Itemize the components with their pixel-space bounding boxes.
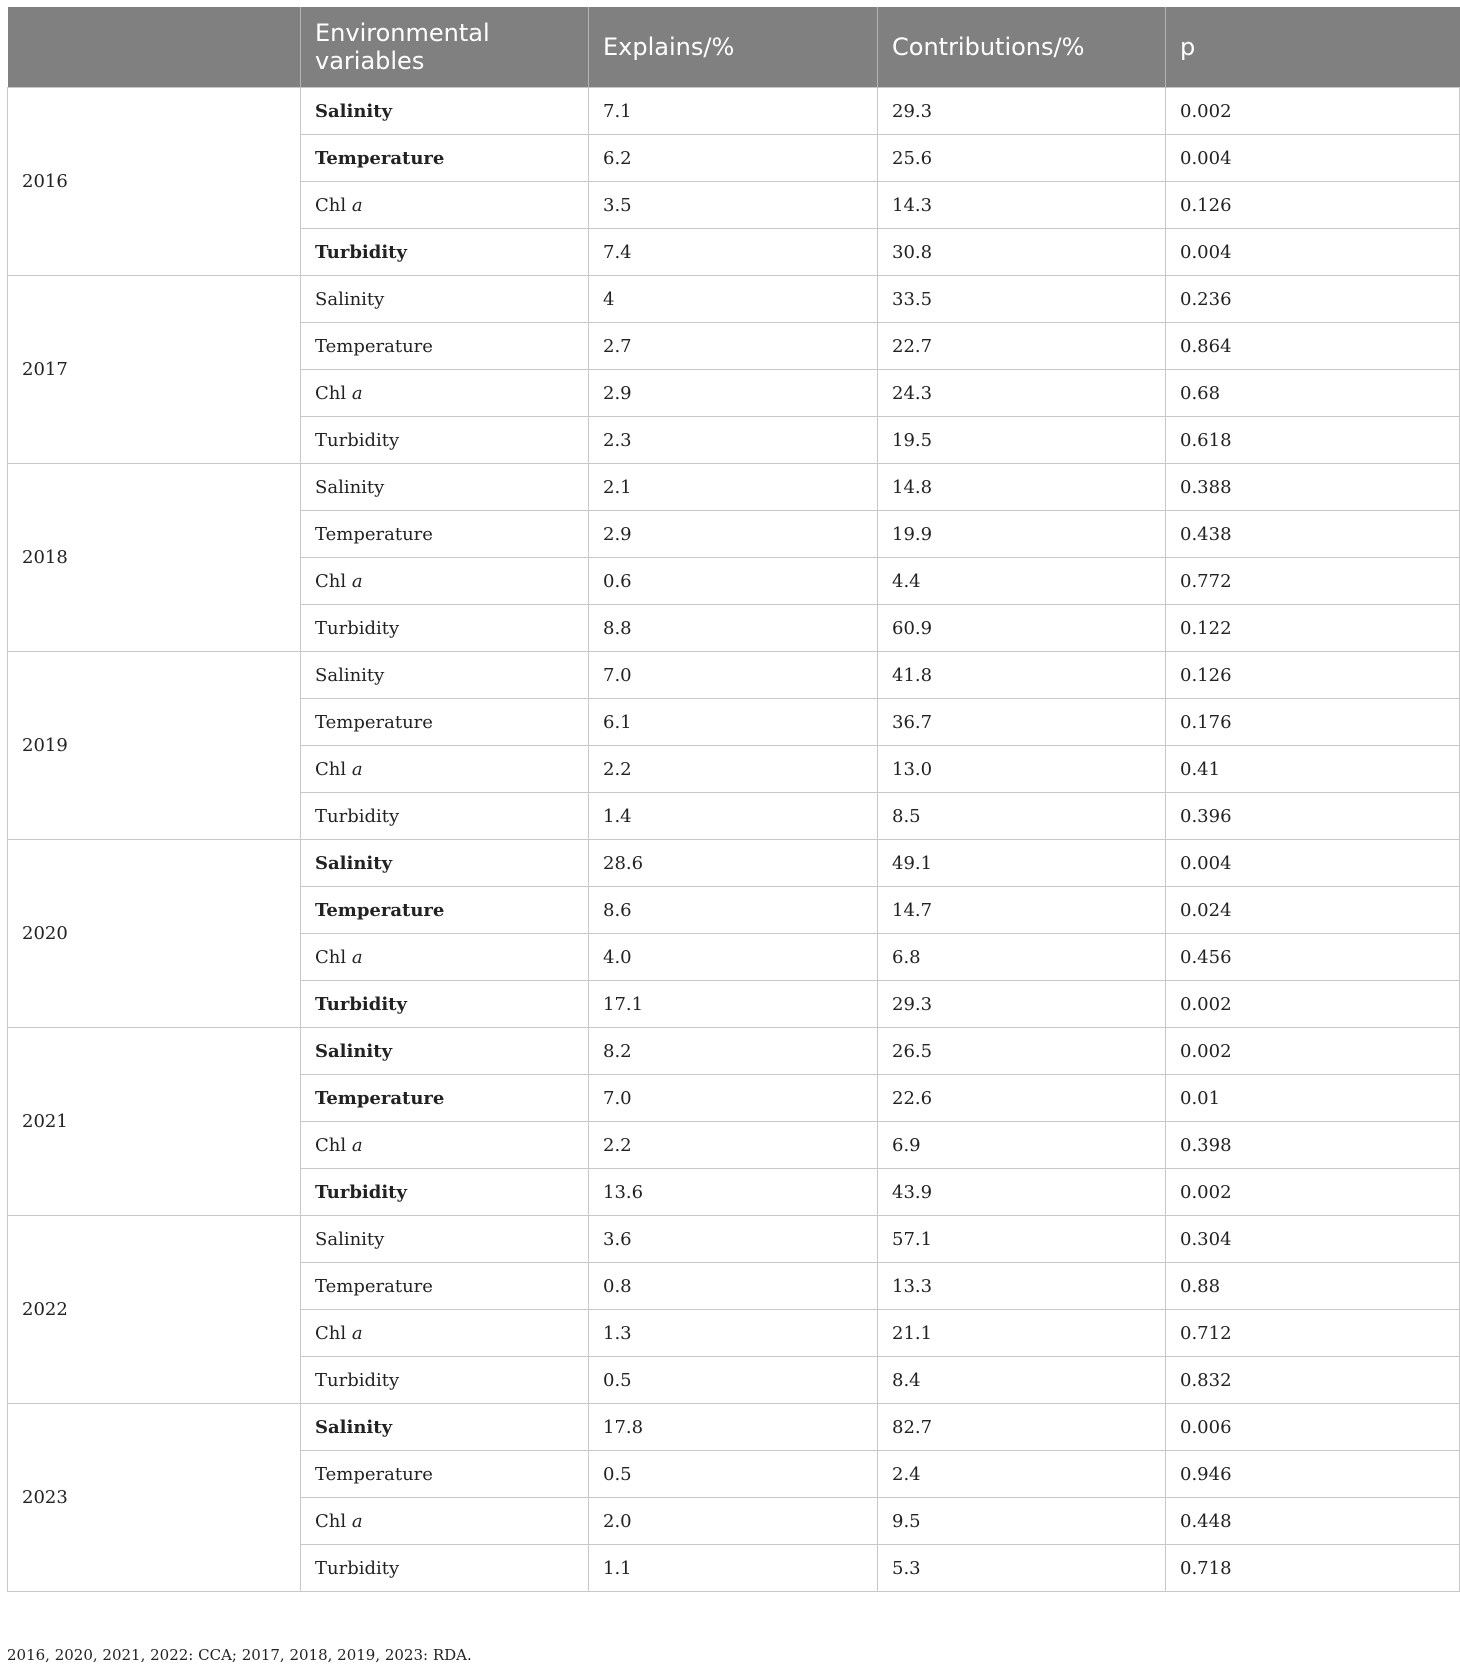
p-value-cell: 0.618 bbox=[1166, 417, 1460, 464]
year-cell: 2023 bbox=[8, 1404, 301, 1592]
explains-cell: 6.1 bbox=[589, 699, 878, 746]
p-value-cell: 0.01 bbox=[1166, 1075, 1460, 1122]
contributions-cell: 25.6 bbox=[878, 135, 1166, 182]
header-contributions: Contributions/% bbox=[878, 7, 1166, 88]
contributions-cell: 13.3 bbox=[878, 1263, 1166, 1310]
environmental-variables-table bbox=[7, 7, 1460, 1592]
variable-cell bbox=[301, 746, 589, 793]
variable-cell bbox=[301, 1075, 589, 1122]
explains-cell: 4 bbox=[589, 276, 878, 323]
header-explains: Explains/% bbox=[589, 7, 878, 88]
p-value-cell: 0.88 bbox=[1166, 1263, 1460, 1310]
variable-italic-suffix: a bbox=[351, 758, 363, 780]
explains-cell: 0.5 bbox=[589, 1451, 878, 1498]
year-cell: 2021 bbox=[8, 1028, 301, 1216]
variable-cell bbox=[301, 511, 589, 558]
explains-cell: 1.4 bbox=[589, 793, 878, 840]
variable-cell bbox=[301, 605, 589, 652]
table-container bbox=[7, 7, 1459, 1592]
p-value-cell: 0.002 bbox=[1166, 1169, 1460, 1216]
variable-name: Salinity bbox=[315, 288, 385, 310]
p-value-cell: 0.456 bbox=[1166, 934, 1460, 981]
contributions-cell: 60.9 bbox=[878, 605, 1166, 652]
year-cell: 2018 bbox=[8, 464, 301, 652]
p-value-cell: 0.448 bbox=[1166, 1498, 1460, 1545]
variable-cell bbox=[301, 934, 589, 981]
variable-name: Temperature bbox=[315, 523, 433, 545]
explains-cell: 8.6 bbox=[589, 887, 878, 934]
p-value-cell: 0.946 bbox=[1166, 1451, 1460, 1498]
explains-cell: 17.1 bbox=[589, 981, 878, 1028]
explains-cell: 2.3 bbox=[589, 417, 878, 464]
explains-cell: 2.0 bbox=[589, 1498, 878, 1545]
variable-name: Turbidity bbox=[315, 1369, 400, 1391]
contributions-cell: 29.3 bbox=[878, 981, 1166, 1028]
explains-cell: 4.0 bbox=[589, 934, 878, 981]
variable-italic-suffix: a bbox=[351, 382, 363, 404]
table-header bbox=[8, 7, 1460, 88]
explains-cell: 8.8 bbox=[589, 605, 878, 652]
variable-name: Temperature bbox=[315, 147, 445, 169]
variable-name: Chl bbox=[315, 1134, 352, 1156]
explains-cell: 3.6 bbox=[589, 1216, 878, 1263]
variable-name: Chl bbox=[315, 570, 352, 592]
explains-cell: 7.0 bbox=[589, 1075, 878, 1122]
p-value-cell: 0.68 bbox=[1166, 370, 1460, 417]
contributions-cell: 24.3 bbox=[878, 370, 1166, 417]
year-cell: 2022 bbox=[8, 1216, 301, 1404]
contributions-cell: 82.7 bbox=[878, 1404, 1166, 1451]
p-value-cell: 0.004 bbox=[1166, 840, 1460, 887]
header-environmental-variables: Environmental variables bbox=[301, 7, 589, 88]
header-row bbox=[8, 7, 1460, 88]
variable-italic-suffix: a bbox=[351, 194, 363, 216]
contributions-cell: 33.5 bbox=[878, 276, 1166, 323]
p-value-cell: 0.126 bbox=[1166, 182, 1460, 229]
variable-italic-suffix: a bbox=[351, 1510, 363, 1532]
variable-name: Salinity bbox=[315, 1040, 393, 1062]
variable-cell bbox=[301, 1122, 589, 1169]
variable-name: Temperature bbox=[315, 335, 433, 357]
variable-cell bbox=[301, 1357, 589, 1404]
variable-name: Chl bbox=[315, 1510, 352, 1532]
header-p: p bbox=[1166, 7, 1460, 88]
p-value-cell: 0.002 bbox=[1166, 1028, 1460, 1075]
variable-name: Temperature bbox=[315, 1463, 433, 1485]
variable-name: Temperature bbox=[315, 1275, 433, 1297]
variable-cell bbox=[301, 135, 589, 182]
table-row bbox=[8, 1028, 1460, 1075]
year-cell: 2016 bbox=[8, 88, 301, 276]
table-row bbox=[8, 652, 1460, 699]
variable-name: Salinity bbox=[315, 100, 393, 122]
variable-cell bbox=[301, 88, 589, 135]
contributions-cell: 22.7 bbox=[878, 323, 1166, 370]
variable-name: Temperature bbox=[315, 899, 445, 921]
contributions-cell: 5.3 bbox=[878, 1545, 1166, 1592]
table-row bbox=[8, 88, 1460, 135]
variable-cell bbox=[301, 1216, 589, 1263]
contributions-cell: 43.9 bbox=[878, 1169, 1166, 1216]
p-value-cell: 0.002 bbox=[1166, 981, 1460, 1028]
p-value-cell: 0.438 bbox=[1166, 511, 1460, 558]
explains-cell: 2.2 bbox=[589, 746, 878, 793]
contributions-cell: 19.5 bbox=[878, 417, 1166, 464]
explains-cell: 8.2 bbox=[589, 1028, 878, 1075]
contributions-cell: 2.4 bbox=[878, 1451, 1166, 1498]
p-value-cell: 0.398 bbox=[1166, 1122, 1460, 1169]
variable-name: Turbidity bbox=[315, 241, 407, 263]
p-value-cell: 0.176 bbox=[1166, 699, 1460, 746]
variable-cell bbox=[301, 370, 589, 417]
variable-name: Turbidity bbox=[315, 805, 400, 827]
variable-cell bbox=[301, 1310, 589, 1357]
explains-cell: 2.7 bbox=[589, 323, 878, 370]
contributions-cell: 57.1 bbox=[878, 1216, 1166, 1263]
variable-cell bbox=[301, 1169, 589, 1216]
variable-cell bbox=[301, 417, 589, 464]
explains-cell: 0.8 bbox=[589, 1263, 878, 1310]
variable-name: Salinity bbox=[315, 852, 393, 874]
table-body bbox=[8, 88, 1460, 1592]
explains-cell: 1.1 bbox=[589, 1545, 878, 1592]
table-footnote: 2016, 2020, 2021, 2022: CCA; 2017, 2018, 2019, 2023: RDA. bbox=[7, 1646, 472, 1664]
p-value-cell: 0.122 bbox=[1166, 605, 1460, 652]
variable-name: Temperature bbox=[315, 1087, 445, 1109]
explains-cell: 2.1 bbox=[589, 464, 878, 511]
p-value-cell: 0.004 bbox=[1166, 135, 1460, 182]
explains-cell: 2.9 bbox=[589, 370, 878, 417]
variable-name: Salinity bbox=[315, 664, 385, 686]
p-value-cell: 0.772 bbox=[1166, 558, 1460, 605]
variable-name: Turbidity bbox=[315, 1181, 407, 1203]
p-value-cell: 0.864 bbox=[1166, 323, 1460, 370]
variable-cell bbox=[301, 464, 589, 511]
contributions-cell: 49.1 bbox=[878, 840, 1166, 887]
variable-italic-suffix: a bbox=[351, 570, 363, 592]
contributions-cell: 6.9 bbox=[878, 1122, 1166, 1169]
explains-cell: 2.9 bbox=[589, 511, 878, 558]
contributions-cell: 19.9 bbox=[878, 511, 1166, 558]
explains-cell: 2.2 bbox=[589, 1122, 878, 1169]
p-value-cell: 0.832 bbox=[1166, 1357, 1460, 1404]
variable-cell bbox=[301, 558, 589, 605]
table-row bbox=[8, 464, 1460, 511]
year-cell: 2017 bbox=[8, 276, 301, 464]
variable-name: Temperature bbox=[315, 711, 433, 733]
explains-cell: 0.6 bbox=[589, 558, 878, 605]
p-value-cell: 0.388 bbox=[1166, 464, 1460, 511]
variable-cell bbox=[301, 276, 589, 323]
contributions-cell: 14.8 bbox=[878, 464, 1166, 511]
variable-cell bbox=[301, 1545, 589, 1592]
contributions-cell: 41.8 bbox=[878, 652, 1166, 699]
table-row bbox=[8, 276, 1460, 323]
variable-cell bbox=[301, 1498, 589, 1545]
p-value-cell: 0.004 bbox=[1166, 229, 1460, 276]
variable-name: Turbidity bbox=[315, 1557, 400, 1579]
variable-cell bbox=[301, 793, 589, 840]
p-value-cell: 0.396 bbox=[1166, 793, 1460, 840]
variable-cell bbox=[301, 981, 589, 1028]
variable-name: Chl bbox=[315, 194, 352, 216]
p-value-cell: 0.41 bbox=[1166, 746, 1460, 793]
explains-cell: 28.6 bbox=[589, 840, 878, 887]
p-value-cell: 0.006 bbox=[1166, 1404, 1460, 1451]
year-cell: 2019 bbox=[8, 652, 301, 840]
p-value-cell: 0.024 bbox=[1166, 887, 1460, 934]
variable-name: Chl bbox=[315, 946, 352, 968]
explains-cell: 17.8 bbox=[589, 1404, 878, 1451]
contributions-cell: 8.5 bbox=[878, 793, 1166, 840]
variable-name: Chl bbox=[315, 382, 352, 404]
p-value-cell: 0.236 bbox=[1166, 276, 1460, 323]
contributions-cell: 6.8 bbox=[878, 934, 1166, 981]
variable-cell bbox=[301, 840, 589, 887]
explains-cell: 7.0 bbox=[589, 652, 878, 699]
variable-cell bbox=[301, 699, 589, 746]
variable-cell bbox=[301, 1028, 589, 1075]
contributions-cell: 29.3 bbox=[878, 88, 1166, 135]
contributions-cell: 30.8 bbox=[878, 229, 1166, 276]
variable-cell bbox=[301, 229, 589, 276]
explains-cell: 7.4 bbox=[589, 229, 878, 276]
explains-cell: 1.3 bbox=[589, 1310, 878, 1357]
variable-italic-suffix: a bbox=[351, 1322, 363, 1344]
p-value-cell: 0.304 bbox=[1166, 1216, 1460, 1263]
p-value-cell: 0.718 bbox=[1166, 1545, 1460, 1592]
variable-cell bbox=[301, 652, 589, 699]
explains-cell: 0.5 bbox=[589, 1357, 878, 1404]
table-row bbox=[8, 840, 1460, 887]
variable-cell bbox=[301, 1451, 589, 1498]
variable-cell bbox=[301, 323, 589, 370]
variable-name: Turbidity bbox=[315, 429, 400, 451]
variable-cell bbox=[301, 182, 589, 229]
contributions-cell: 22.6 bbox=[878, 1075, 1166, 1122]
contributions-cell: 21.1 bbox=[878, 1310, 1166, 1357]
explains-cell: 7.1 bbox=[589, 88, 878, 135]
explains-cell: 13.6 bbox=[589, 1169, 878, 1216]
p-value-cell: 0.126 bbox=[1166, 652, 1460, 699]
variable-name: Chl bbox=[315, 1322, 352, 1344]
variable-name: Salinity bbox=[315, 1228, 385, 1250]
variable-name: Turbidity bbox=[315, 993, 407, 1015]
variable-name: Chl bbox=[315, 758, 352, 780]
contributions-cell: 26.5 bbox=[878, 1028, 1166, 1075]
variable-cell bbox=[301, 1263, 589, 1310]
variable-cell bbox=[301, 887, 589, 934]
p-value-cell: 0.002 bbox=[1166, 88, 1460, 135]
variable-name: Turbidity bbox=[315, 617, 400, 639]
variable-name: Salinity bbox=[315, 476, 385, 498]
variable-cell bbox=[301, 1404, 589, 1451]
year-cell: 2020 bbox=[8, 840, 301, 1028]
variable-name: Salinity bbox=[315, 1416, 393, 1438]
contributions-cell: 4.4 bbox=[878, 558, 1166, 605]
table-row bbox=[8, 1216, 1460, 1263]
contributions-cell: 8.4 bbox=[878, 1357, 1166, 1404]
explains-cell: 6.2 bbox=[589, 135, 878, 182]
contributions-cell: 36.7 bbox=[878, 699, 1166, 746]
contributions-cell: 9.5 bbox=[878, 1498, 1166, 1545]
contributions-cell: 13.0 bbox=[878, 746, 1166, 793]
variable-italic-suffix: a bbox=[351, 946, 363, 968]
contributions-cell: 14.3 bbox=[878, 182, 1166, 229]
p-value-cell: 0.712 bbox=[1166, 1310, 1460, 1357]
variable-italic-suffix: a bbox=[351, 1134, 363, 1156]
header-year bbox=[8, 7, 301, 88]
contributions-cell: 14.7 bbox=[878, 887, 1166, 934]
table-row bbox=[8, 1404, 1460, 1451]
explains-cell: 3.5 bbox=[589, 182, 878, 229]
